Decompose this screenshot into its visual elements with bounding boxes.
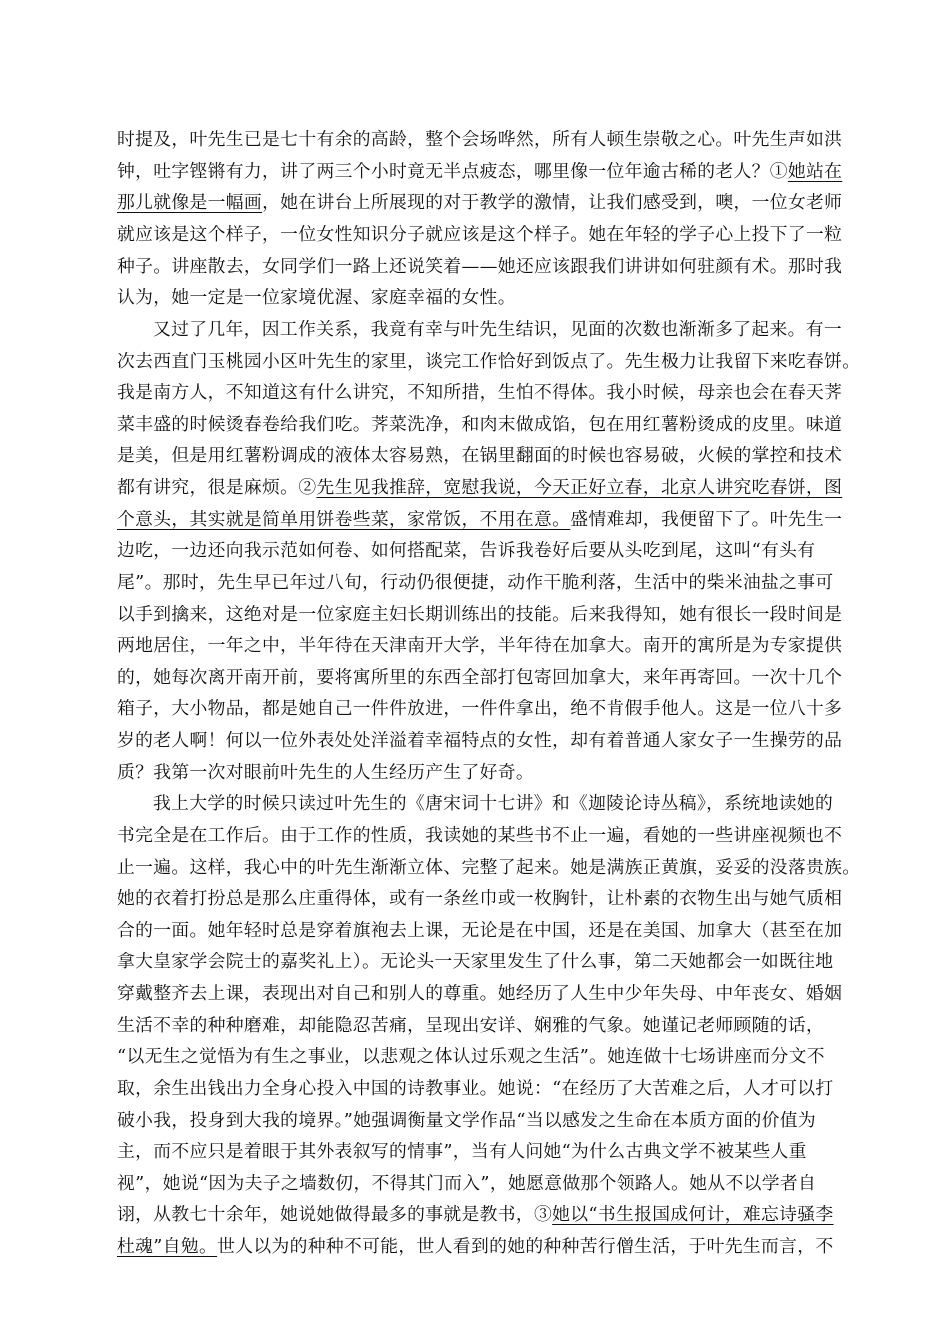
- text-line: 主，而不应只是着眼于其外表叙写的情事”，当有人问她“为什么古典文学不被某些人重: [117, 1141, 807, 1162]
- text-line: 以手到擒来，这绝对是一位家庭主妇长期训练出的技能。后来我得知，她有很长一段时间是: [117, 604, 843, 625]
- text-line: 就应该是这个样子，一位女性知识分子就应该是这个样子。她在年轻的学子心上投下了一粒: [117, 224, 843, 245]
- text-line: 箱子，大小物品，都是她自己一件件放进，一件件拿出，绝不肯假手他人。这是一位八十多: [117, 698, 843, 719]
- text-line: 种子。讲座散去，女同学们一路上还说笑着——她还应该跟我们讲讲如何驻颜有术。那时我: [117, 256, 843, 277]
- text-line: 破小我，投身到大我的境界。”她强调衡量文学作品“当以感发之生命在本质方面的价值为: [117, 1110, 816, 1131]
- text-line: 质？我第一次对眼前叶先生的人生经历产生了好奇。: [117, 762, 535, 783]
- text-line: 边吃，一边还向我示范如何卷、如何搭配菜，告诉我卷好后要从头吃到尾，这叫“有头有: [117, 540, 816, 561]
- text-line: 止一遍。这样，我心中的叶先生渐渐立体、完整了起来。她是满族正黄旗，妥妥的没落贵族。: [117, 857, 861, 878]
- text-line: 取，余生出钱出力全身心投入中国的诗教事业。她说：“在经历了大苦难之后，人才可以打: [117, 1078, 834, 1099]
- paragraph-start: 又过了几年，因工作关系，我竟有幸与叶先生结识，见面的次数也渐渐多了起来。有一: [153, 319, 842, 340]
- text-line: 两地居住，一年之中，半年待在天津南开大学，半年待在加拿大。南开的寓所是为专家提供: [117, 635, 843, 656]
- paragraph-start: 我上大学的时候只读过叶先生的《唐宋词十七讲》和《迦陵论诗丛稿》，系统地读她的: [153, 793, 834, 814]
- text-line: 生活不幸的种种磨难，却能隐忍苦痛，呈现出安详、娴雅的气象。她谨记老师顾随的话，: [117, 1015, 825, 1036]
- text-line: 次去西直门玉桃园小区叶先生的家里，谈完工作恰好到饭点了。先生极力让我留下来吃春饼。: [117, 351, 861, 372]
- text-line: 那儿就像是一幅画，她在讲台上所展现的对于教学的激情，让我们感受到，噢，一位女老师: [117, 192, 843, 213]
- text-line: 岁的老人啊！何以一位外表处处洋溢着幸福特点的女性，却有着普通人家女子一生操劳的品: [117, 730, 843, 751]
- text-line: 诩，从教七十余年，她说她做得最多的事就是教书，③她以“书生报国成何计，难忘诗骚李: [117, 1204, 834, 1225]
- underlined-sentence-1: 她站在: [787, 161, 843, 182]
- underlined-sentence-2: 个意头，其实就是简单用饼卷些菜，家常饭，不用在意。: [117, 509, 571, 530]
- text-line: 她的衣着打扮总是那么庄重得体，或有一条丝巾或一枚胸针，让朴素的衣物生出与她气质相: [117, 888, 843, 909]
- text-line: 我是南方人，不知道这有什么讲究，不知所措，生怕不得体。我小时候，母亲也会在春天荠: [117, 382, 843, 403]
- text-line: 都有讲究，很是麻烦。②先生见我推辞，宽慰我说，今天正好立春，北京人讲究吃春饼，图: [117, 477, 843, 498]
- text-line: 尾”。那时，先生早已年过八旬，行动仍很便捷，动作干脆利落，生活中的柴米油盐之事可: [117, 572, 834, 593]
- text-line: 的，她每次离开南开前，要将寓所里的东西全部打包寄回加拿大，来年再寄回。一次十几个: [117, 667, 843, 688]
- text-line: “以无生之觉悟为有生之事业，以悲观之体认过乐观之生活”。她连做十七场讲座而分文不: [117, 1046, 825, 1067]
- text-line: 书完全是在工作后。由于工作的性质，我读她的某些书不止一遍，看她的一些讲座视频也不: [117, 825, 843, 846]
- text-line: 杜魂”自勉。世人以为的种种不可能，世人看到的她的种种苦行僧生活，于叶先生而言，不: [117, 1236, 834, 1257]
- text-line: 个意头，其实就是简单用饼卷些菜，家常饭，不用在意。盛情难却，我便留下了。叶先生一: [117, 509, 843, 530]
- text-line: 钟，吐字铿锵有力，讲了两三个小时竟无半点疲态，哪里像一位年逾古稀的老人？①她站在: [117, 161, 843, 182]
- text-line: 合的一面。她年轻时总是穿着旗袍去上课，无论是在中国，还是在美国、加拿大（甚至在加: [117, 920, 843, 941]
- underlined-sentence-3: 她以“书生报国成何计，难忘诗骚李: [552, 1204, 834, 1225]
- underlined-sentence-1: 那儿就像是一幅画: [117, 192, 263, 213]
- text-line: 是美，但是用红薯粉调成的液体太容易熟，在锅里翻面的时候也容易破，火候的掌控和技术: [117, 445, 843, 466]
- text-line: 拿大皇家学会院士的嘉奖礼上）。无论头一天家里发生了什么事，第二天她都会一如既往地: [117, 951, 834, 972]
- text-line: 菜丰盛的时候烫春卷给我们吃。荠菜洗净，和肉末做成馅，包在用红薯粉烫成的皮里。味道: [117, 414, 843, 435]
- text-line: 穿戴整齐去上课，表现出对自己和别人的尊重。她经历了人生中少年失母、中年丧女、婚姻: [117, 983, 843, 1004]
- underlined-sentence-3: 杜魂”自勉。: [117, 1236, 218, 1257]
- underlined-sentence-2: 先生见我推辞，宽慰我说，今天正好立春，北京人讲究吃春饼，图: [316, 477, 843, 498]
- text-line: 时提及，叶先生已是七十有余的高龄，整个会场哗然，所有人顿生崇敬之心。叶先生声如洪: [117, 129, 843, 150]
- text-line: 认为，她一定是一位家境优渥、家庭幸福的女性。: [117, 287, 516, 308]
- text-line: 视”，她说“因为夫子之墙数仞，不得其门而入”，她愿意做那个领路人。她从不以学者自: [117, 1173, 817, 1194]
